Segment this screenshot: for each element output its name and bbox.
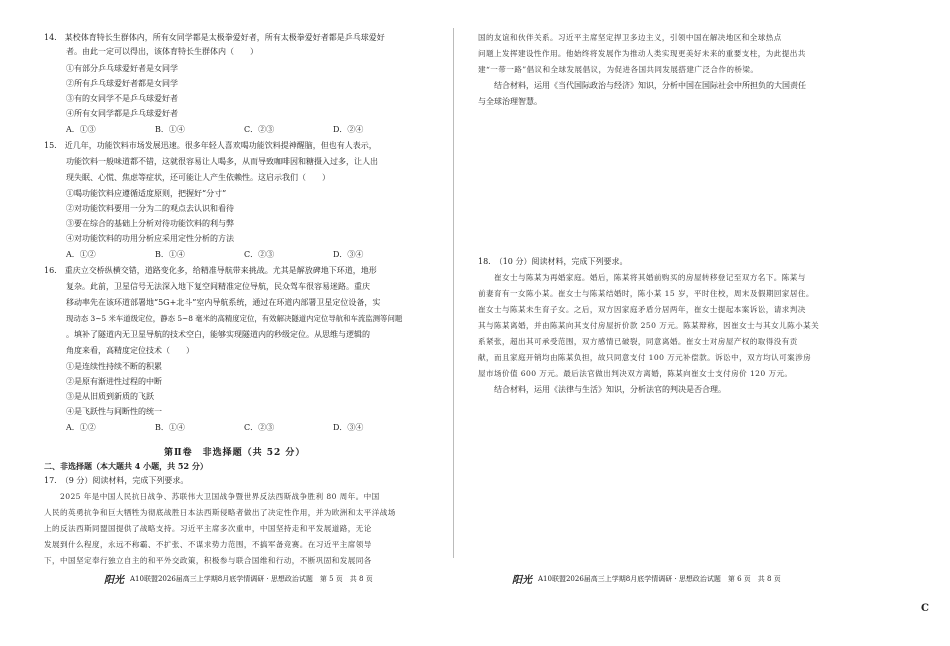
q15-option-c[interactable]: C．②③ <box>244 250 275 259</box>
q17-task-line-1: 结合材料，运用《当代国际政治与经济》知识，分析中国在国际社会中所担负的大国责任 <box>478 81 806 90</box>
q16-stem-line-4: 现动态 3~5 米车道级定位，静态 5~8 毫米的高精度定位，有效解决隧道内定位导航和车流监测等问题 <box>66 314 403 323</box>
q14-stem-line-2: 者。由此一定可以得出，该体育特长生群体内（ ） <box>66 47 258 56</box>
q18-material-line-4: 其与陈某离婚，并由陈某向其支付房屋折价款 250 万元。陈某辩称，因崔女士与其女儿陈小某关 <box>478 321 820 330</box>
q18-material-line-1: 崔女士与陈某为再婚家庭。婚后，陈某将其婚前购买的房屋转移登记至双方名下。陈某与 <box>478 273 806 282</box>
q17-material-line-3: 上的反法西斯同盟国提供了战略支持。习近平主席多次重申，中国坚持走和平发展道路，无论 <box>44 524 372 533</box>
q18-material-line-7: 屋市场价值 600 万元。最后法官做出判决双方离婚，陈某向崔女士支付房价 120 万元。 <box>478 369 793 378</box>
q16-option-d[interactable]: D．③④ <box>333 423 364 432</box>
q15-options <box>66 249 422 260</box>
q16-stem-line-3: 移动率先在该环道部署地“5G+北斗”室内导航系统，通过在环道内部署卫星定位设备，实 <box>66 298 381 307</box>
corner-mark: C <box>921 603 929 614</box>
q14-stem-line-1: 14. 某校体育特长生群体内，所有女同学都是太极拳爱好者，所有太极拳爱好者都是乒乓球爱好 <box>44 33 385 42</box>
left-footer-text: A10联盟2026届高三上学期8月底学情调研 · 思想政治试题 第 5 页 共 8 页 <box>130 574 373 583</box>
q16-option-b[interactable]: B．①④ <box>155 423 185 432</box>
q16-option-a[interactable]: A．①② <box>66 423 96 432</box>
q18-head: 18. （10 分）阅读材料，完成下列要求。 <box>478 257 628 266</box>
q15-option-b[interactable]: B．①④ <box>155 250 185 259</box>
q17-material-line-2: 人民的英勇抗争和巨大牺牲为彻底战胜日本法西斯侵略者做出了决定性作用，并为欧洲和太平洋战场 <box>44 508 396 517</box>
q18-material-line-2: 前妻育有一女陈小某。崔女士与陈某结婚时，陈小某 15 岁，平时住校，周末及假期回家居住。 <box>478 289 814 298</box>
q15-stem-line-2: 功能饮料一般味道都不错，这就很容易让人喝多，从而导致咖啡因和糖摄入过多，让人出 <box>66 157 378 166</box>
column-divider <box>453 28 454 558</box>
q15-item-2: ②对功能饮料要用一分为二的观点去认识和看待 <box>66 204 234 213</box>
q18-material-line-3: 崔女士与陈某未生育子女。之后，双方因家庭矛盾分居两年，崔女士提起本案诉讼，请求判决 <box>478 305 806 314</box>
q17-cont-line-1: 国的友谊和伙伴关系。习近平主席坚定捍卫多边主义，引领中国在解决地区和全球热点 <box>478 33 782 42</box>
q18-material-line-6: 献，而且家庭开销均由陈某负担，故只同意支付 100 万元补偿款。诉讼中，双方均认可案涉房 <box>478 353 812 362</box>
q15-stem-line-3: 现失眠、心慌、焦虑等症状，还可能让人产生依赖性。这启示我们（ ） <box>66 173 330 182</box>
q14-item-1: ①有部分乒乓球爱好者是女同学 <box>66 64 178 73</box>
q18-material-line-5: 系紧张，超出其可承受范围，双方感情已破裂，同意离婚。崔女士对房屋产权的取得没有贡 <box>478 337 798 346</box>
q14-item-4: ④所有女同学都是乒乓球爱好者 <box>66 109 178 118</box>
q15-item-1: ①喝功能饮料应遵循适度原则，把握好“分寸” <box>66 189 227 198</box>
q16-stem-line-6: 角度来看，高精度定位技术（ ） <box>66 346 194 355</box>
q16-options <box>66 422 422 433</box>
right-page <box>478 0 878 646</box>
q15-option-a[interactable]: A．①② <box>66 250 96 259</box>
brand-logo: 阳光 <box>104 575 124 586</box>
left-footer <box>104 571 373 586</box>
right-footer-text: A10联盟2026届高三上学期8月底学情调研 · 思想政治试题 第 6 页 共 8 页 <box>538 574 781 583</box>
q17-material-line-5: 下，中国坚定奉行独立自主的和平外交政策，积极参与联合国维和行动，不断巩固和发展同各 <box>44 556 372 565</box>
q17-material-line-1: 2025 年是中国人民抗日战争、苏联伟大卫国战争暨世界反法西斯战争胜利 80 周年。中国 <box>44 492 380 501</box>
q14-item-3: ③有的女同学不是乒乓球爱好者 <box>66 94 178 103</box>
q15-option-d[interactable]: D．③④ <box>333 250 364 259</box>
q16-stem-line-5: 。填补了隧道内无卫星导航的技术空白，能够实现隧道内的秒级定位。从思维与逻辑的 <box>66 330 370 339</box>
q14-option-a[interactable]: A．①③ <box>66 125 96 134</box>
q14-option-c[interactable]: C．②③ <box>244 125 275 134</box>
q16-item-2: ②是原有渐进性过程的中断 <box>66 377 162 386</box>
part2-title: 第Ⅱ卷 非选择题（共 52 分） <box>164 448 306 458</box>
part2-subtitle: 二、非选择题（本大题共 4 小题，共 52 分） <box>44 461 208 471</box>
q16-option-c[interactable]: C．②③ <box>244 423 275 432</box>
q16-item-1: ①是连续性持续不断的积累 <box>66 362 162 371</box>
q14-options <box>66 124 422 135</box>
left-page <box>44 0 444 646</box>
q16-stem-line-1: 16. 重庆立交桥纵横交错，道路变化多，给精准导航带来挑战。尤其是解放碑地下环道，地形 <box>44 266 377 275</box>
right-footer <box>512 571 781 586</box>
q17-cont-line-2: 问题上发挥建设性作用。他始终将发展作为推动人类实现更美好未来的重要支柱，为此提出共 <box>478 49 806 58</box>
brand-logo-right: 阳光 <box>512 575 532 586</box>
q16-item-3: ③是从旧质到新质的飞跃 <box>66 392 154 401</box>
q15-stem-line-1: 15. 近几年，功能饮料市场发展迅速。很多年轻人喜欢喝功能饮料提神醒脑，但也有人表示， <box>44 141 377 150</box>
q15-item-4: ④对功能饮料的功用分析应采用定性分析的方法 <box>66 234 234 243</box>
q17-cont-line-3: 建“一带一路”倡议和全球发展倡议，为促进各国共同发展搭建广泛合作的桥梁。 <box>478 65 759 74</box>
q17-task-line-2: 与全球治理智慧。 <box>478 97 542 106</box>
q17-head: 17. （9 分）阅读材料，完成下列要求。 <box>44 476 189 485</box>
q14-option-d[interactable]: D．②④ <box>333 125 364 134</box>
q14-option-b[interactable]: B．①④ <box>155 125 185 134</box>
q15-item-3: ③要在综合的基础上分析对待功能饮料的利与弊 <box>66 219 234 228</box>
q16-stem-line-2: 复杂。此前，卫星信号无法深入地下复空间精准定位导航，民众驾车很容易迷路。重庆 <box>66 282 370 291</box>
q14-item-2: ②所有乒乓球爱好者都是女同学 <box>66 79 178 88</box>
q16-item-4: ④是飞跃性与间断性的统一 <box>66 407 162 416</box>
q17-material-line-4: 发展到什么程度，永远不称霸、不扩张、不谋求势力范围，不搞军备竞赛。在习近平主席领导 <box>44 540 372 549</box>
q18-task: 结合材料，运用《法律与生活》知识，分析法官的判决是否合理。 <box>478 385 726 394</box>
